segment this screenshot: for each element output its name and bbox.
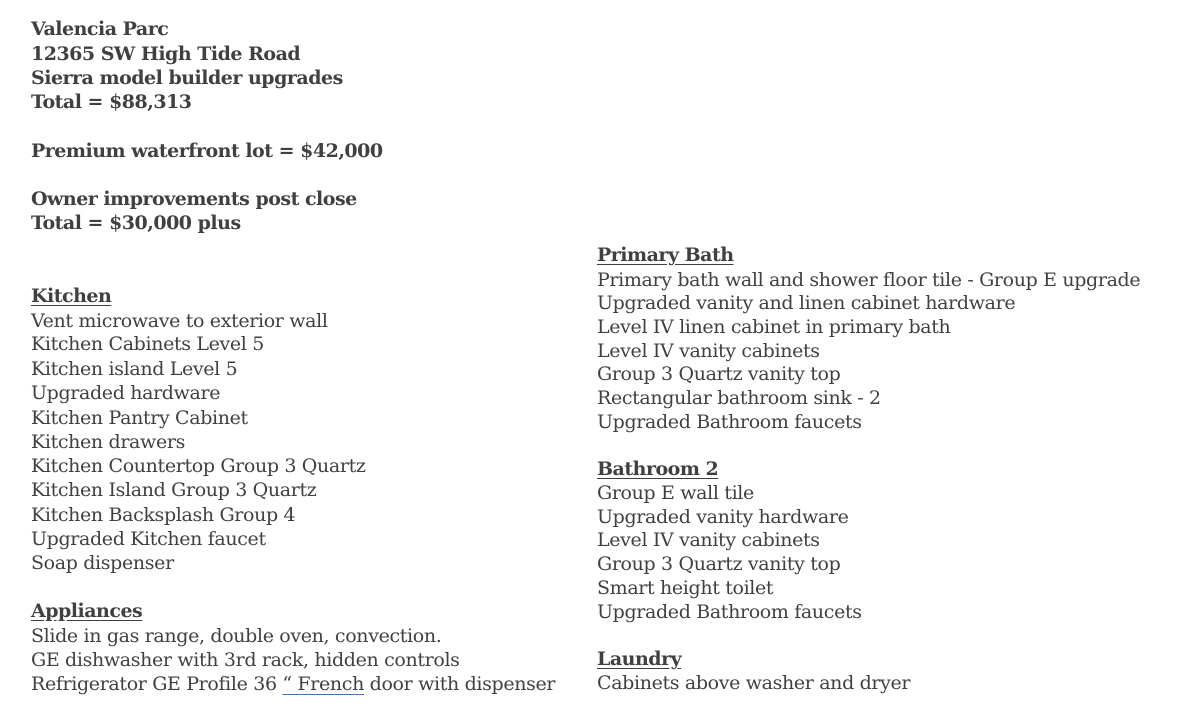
list-item: Group 3 Quartz vanity top xyxy=(597,553,841,575)
list-item: Smart height toilet xyxy=(597,577,774,599)
list-item: Level IV vanity cabinets xyxy=(597,340,820,362)
spellcheck-flagged-text[interactable]: “ French xyxy=(282,673,364,695)
list-item: Slide in gas range, double oven, convection. xyxy=(31,625,442,647)
list-item: Soap dispenser xyxy=(31,552,174,574)
list-item: Vent microwave to exterior wall xyxy=(31,310,328,332)
list-item: Kitchen Countertop Group 3 Quartz xyxy=(31,455,366,477)
owner-total: Total = $30,000 plus xyxy=(31,212,241,234)
list-item: Level IV linen cabinet in primary bath xyxy=(597,316,951,338)
list-item: Kitchen Island Group 3 Quartz xyxy=(31,479,317,501)
list-item: Kitchen drawers xyxy=(31,431,185,453)
list-item: Group 3 Quartz vanity top xyxy=(597,363,841,385)
list-item: Upgraded Bathroom faucets xyxy=(597,411,862,433)
list-item: Kitchen Cabinets Level 5 xyxy=(31,333,264,355)
list-item: Kitchen island Level 5 xyxy=(31,358,238,380)
owner-improvements-heading: Owner improvements post close xyxy=(31,188,357,210)
refrigerator-line xyxy=(31,672,555,696)
list-item: GE dishwasher with 3rd rack, hidden controls xyxy=(31,649,460,671)
list-item: Kitchen Backsplash Group 4 xyxy=(31,504,296,526)
refrigerator-prefix: Refrigerator GE Profile 36 xyxy=(31,673,283,695)
bathroom2-heading: Bathroom 2 xyxy=(597,458,719,480)
lot-premium: Premium waterfront lot = $42,000 xyxy=(31,140,383,162)
list-item: Upgraded Bathroom faucets xyxy=(597,601,862,623)
list-item: Upgraded vanity and linen cabinet hardware xyxy=(597,292,1016,314)
builder-total: Total = $88,313 xyxy=(31,91,192,113)
model-title: Sierra model builder upgrades xyxy=(31,67,343,89)
list-item: Upgraded Kitchen faucet xyxy=(31,528,266,550)
list-item: Primary bath wall and shower floor tile - Group E upgrade xyxy=(597,269,1141,291)
property-address: 12365 SW High Tide Road xyxy=(31,43,301,65)
list-item: Cabinets above washer and dryer xyxy=(597,672,911,694)
list-item: Upgraded hardware xyxy=(31,382,221,404)
list-item: Level IV vanity cabinets xyxy=(597,529,820,551)
kitchen-heading: Kitchen xyxy=(31,285,112,307)
primary-bath-heading: Primary Bath xyxy=(597,244,734,266)
community-name: Valencia Parc xyxy=(31,18,169,40)
list-item: Group E wall tile xyxy=(597,482,754,504)
appliances-heading: Appliances xyxy=(31,600,143,622)
laundry-heading: Laundry xyxy=(597,648,682,670)
list-item: Rectangular bathroom sink - 2 xyxy=(597,387,881,409)
refrigerator-suffix: door with dispenser xyxy=(363,673,556,695)
list-item: Kitchen Pantry Cabinet xyxy=(31,407,248,429)
list-item: Upgraded vanity hardware xyxy=(597,506,849,528)
